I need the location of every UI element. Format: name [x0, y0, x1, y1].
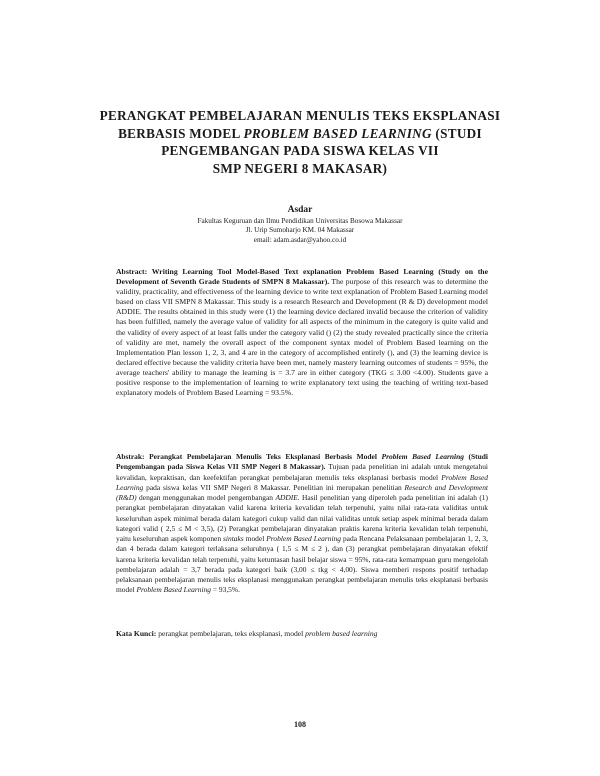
abstrak-text: pada Rencana Pelaksanaan pembelajaran 1, 2, 3, dan 4 berada dalam kategori terlaksana seluruhnya ( 1,5 ≤ M ≤ 2 ), dan (3) perangkat pembelajaran dinyatakan efektif karena kriteria kevalidan telah terpenuhi, yaitu ketuntasan hasil belajar siswa = 95%, rata-rata kemampuan guru mengelolah pembelajaran adalah = 3,7 berada pada kategori baik (3,00 ≤ tkg < 4,00). Siswa memberi respons positif terhadap pelaksanaan pembelajaran menulis teks eksplanasi menggunakan perangkat pembelajaran menulis teks eksplanasi berbasis model [116, 534, 488, 595]
affiliation: Fakultas Keguruan dan Ilmu Pendidikan Universitas Bosowa Makassar [197, 217, 403, 225]
abstrak-italic: Problem Based Learning [266, 534, 341, 543]
keywords-text: perangkat pembelajaran, teks eksplanasi, model [156, 629, 306, 638]
title-line-3: PENGEMBANGAN PADA SISWA KELAS VII [161, 143, 439, 158]
abstrak-text: dengan menggunakan model pengembangan [136, 493, 276, 502]
abstrak-label-post: (Studi Pengembangan pada Siswa Kelas VII SMP Negeri 8 Makassar). [116, 452, 488, 472]
author-affiliation-block [120, 217, 480, 245]
abstrak-text: . Hasil penelitian yang diperoleh pada penelitian ini adalah (1) perangkat pembelajaran dinyatakan valid karena kriteria kevalidan telah terpenuhi, yaitu nilai rata-rata validitas untuk keseluruhan aspek minimal berada dalam kategori cukup valid dan nilai validitas untuk setiap aspek minimal berada dalam kategori valid ( 2,5 ≤ M < 3,5), (2) Perangkat pembelajaran dinyatakan praktis karena kriteria kevalidan telah terpenuhi, yaitu keseluruhan aspek komponen [116, 493, 488, 543]
keywords-label: Kata Kunci: [116, 629, 157, 638]
title-line-1: PERANGKAT PEMBELAJARAN MENULIS TEKS EKSPLANASI [99, 108, 501, 123]
title-line-2-italic: PROBLEM BASED LEARNING [243, 125, 432, 141]
abstrak-text: pada siswa kelas VII SMP Negeri 8 Makassar. Penelitian ini merupakan penelitian [143, 482, 405, 492]
keywords [116, 629, 488, 639]
title-line-2 [80, 125, 520, 143]
title-line-2-post: (STUDI [431, 125, 482, 141]
abstrak-text: = 93,5%. [210, 585, 240, 595]
abstrak-italic: ADDIE [275, 493, 298, 502]
abstrak-text: model [243, 534, 267, 543]
abstract-english [116, 267, 488, 398]
abstrak-italic: Problem Based Learning [116, 472, 489, 492]
abstrak-italic: Research and Development (R&D) [116, 482, 488, 502]
title-line-4: SMP NEGERI 8 MAKASAR) [212, 160, 388, 176]
abstrak-italic: sintaks [223, 534, 244, 543]
page-number: 108 [294, 720, 306, 729]
email: email: adam.asdar@yahoo.co.id [253, 235, 347, 244]
keywords-italic: problem based learning [305, 629, 378, 638]
abstract-indonesian [116, 452, 488, 596]
abstract-english-label: Abstract: Writing Learning Tool Model-Based Text explanation Problem Based Learning (Study on the Development of Seventh Grade Students of SMPN 8 Makassar). [116, 267, 488, 287]
abstrak-text: Tujuan pada penelitian ini adalah untuk mengetahui kevalidan, kepraktisan, dan keefektifan perangkat pembelajaran menulis teks eksplanasi berbasis model [116, 462, 488, 482]
abstrak-label-pre: Abstrak: Perangkat Pembelajaran Menulis Teks Eksplanasi Berbasis Model [116, 452, 382, 461]
address: Jl. Urip Sumoharjo KM. 04 Makassar [245, 226, 355, 235]
abstrak-label-italic: Problem Based Learning [381, 452, 464, 461]
title-line-2-pre: BERBASIS MODEL [118, 125, 244, 141]
paper-title [80, 107, 520, 177]
abstrak-italic: Problem Based Learning [136, 585, 211, 595]
abstract-english-body: The purpose of this research was to determine the validity, practicality, and effectiveness of the learning device to write text explanation of Problem Based Learning model based on class VII SMPN 8 Makassar. This study is a research Research and Development (R & D) development model ADDIE. The results obtained in this study were (1) the learning device declared invalid because the criterion of validity has been fulfilled, namely the average value of validity for all aspects of the minimum in the category is quite valid and the validity of every aspect of at least falls under the category valid () (2) the study revealed practically since the criteria of validity are met, namely the overall aspect of the component syntax model of Problem Based learning on the Implementation Plan lesson 1, 2, 3, and 4 are in the category of accomplished entirely (), and (3) the learning device is declared effective because the validity criteria have been met, namely mastery learning outcomes of students = 95%, the average teachers' ability to manage the learning is = 3.7 are in either category (TKG ≤ 3.00 <4.00). Students gave a positive response to the implementation of learning to write explanatory text using the teaching of writing text-based explanatory models of Problem Based Learning = 93.5%. [116, 277, 488, 398]
author-name: Asdar [287, 205, 313, 215]
